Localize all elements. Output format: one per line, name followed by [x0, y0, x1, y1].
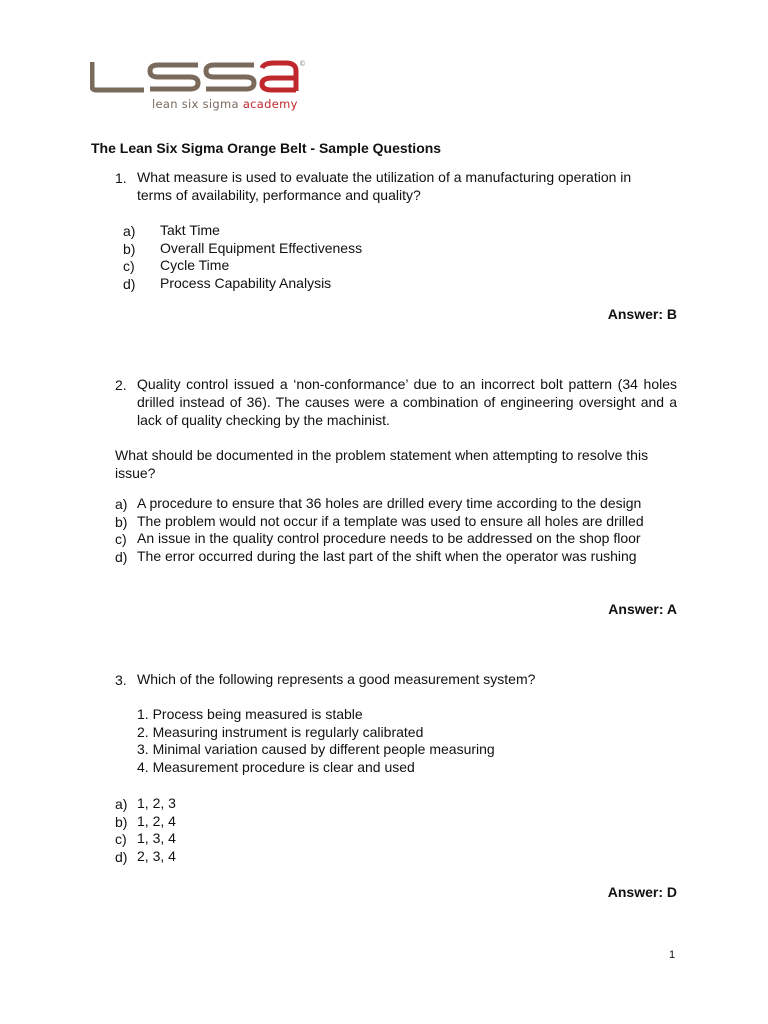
- option-letter: d): [123, 276, 136, 292]
- question-prompt-line: What should be documented in the problem statement when attempting to resolve this: [115, 447, 649, 463]
- option-letter: c): [115, 531, 127, 547]
- answer-label: Answer: D: [607, 884, 677, 900]
- option-text: 1, 2, 4: [137, 813, 176, 829]
- statement-item: 3. Minimal variation caused by different people measuring: [137, 741, 495, 757]
- option-letter: b): [115, 814, 128, 830]
- question-text-line: terms of availability, performance and quality?: [137, 187, 421, 203]
- option-letter: b): [115, 514, 128, 530]
- option-letter: d): [115, 849, 128, 865]
- question-text-line: What measure is used to evaluate the utilization of a manufacturing operation in: [137, 169, 632, 185]
- question-text-line: drilled instead of 36). The causes were a combination of engineering oversight and a: [137, 394, 677, 410]
- option-letter: a): [115, 796, 128, 812]
- question-text-line: Which of the following represents a good measurement system?: [137, 671, 536, 687]
- option-letter: a): [123, 223, 136, 239]
- statement-item: 2. Measuring instrument is regularly calibrated: [137, 724, 424, 740]
- option-letter: c): [115, 831, 127, 847]
- question-text-line: lack of quality checking by the machinist.: [137, 412, 390, 428]
- option-text: A procedure to ensure that 36 holes are drilled every time according to the design: [137, 495, 642, 511]
- option-text: 1, 2, 3: [137, 795, 176, 811]
- option-letter: c): [123, 258, 135, 274]
- question-number: 3.: [115, 672, 127, 688]
- answer-label: Answer: B: [607, 306, 677, 322]
- option-text: The problem would not occur if a template was used to ensure all holes are drilled: [137, 513, 644, 529]
- option-letter: a): [115, 496, 128, 512]
- option-text: The error occurred during the last part of the shift when the operator was rushing: [137, 548, 637, 564]
- option-letter: d): [115, 549, 128, 565]
- option-text: Cycle Time: [160, 257, 230, 273]
- option-text: Takt Time: [160, 222, 220, 238]
- option-text: Process Capability Analysis: [160, 275, 332, 291]
- question-number: 2.: [115, 377, 127, 393]
- logo-tagline: lean six sigma academy: [152, 97, 298, 111]
- answer-label: Answer: A: [608, 601, 677, 617]
- option-text: 2, 3, 4: [137, 848, 176, 864]
- option-text: Overall Equipment Effectiveness: [160, 240, 363, 256]
- option-letter: b): [123, 241, 136, 257]
- option-text: 1, 3, 4: [137, 830, 176, 846]
- statement-item: 1. Process being measured is stable: [137, 706, 363, 722]
- page-number: 1: [669, 949, 676, 961]
- question-number: 1.: [115, 170, 127, 186]
- option-text: An issue in the quality control procedure needs to be addressed on the shop floor: [137, 530, 641, 546]
- statement-item: 4. Measurement procedure is clear and used: [137, 759, 415, 775]
- copyright-symbol: ©: [299, 60, 306, 68]
- question-text-line: Quality control issued a ‘non-conformance’ due to an incorrect bolt pattern (34 holes: [137, 376, 677, 392]
- question-prompt-line: issue?: [115, 465, 156, 481]
- document-title: The Lean Six Sigma Orange Belt - Sample Questions: [91, 140, 442, 156]
